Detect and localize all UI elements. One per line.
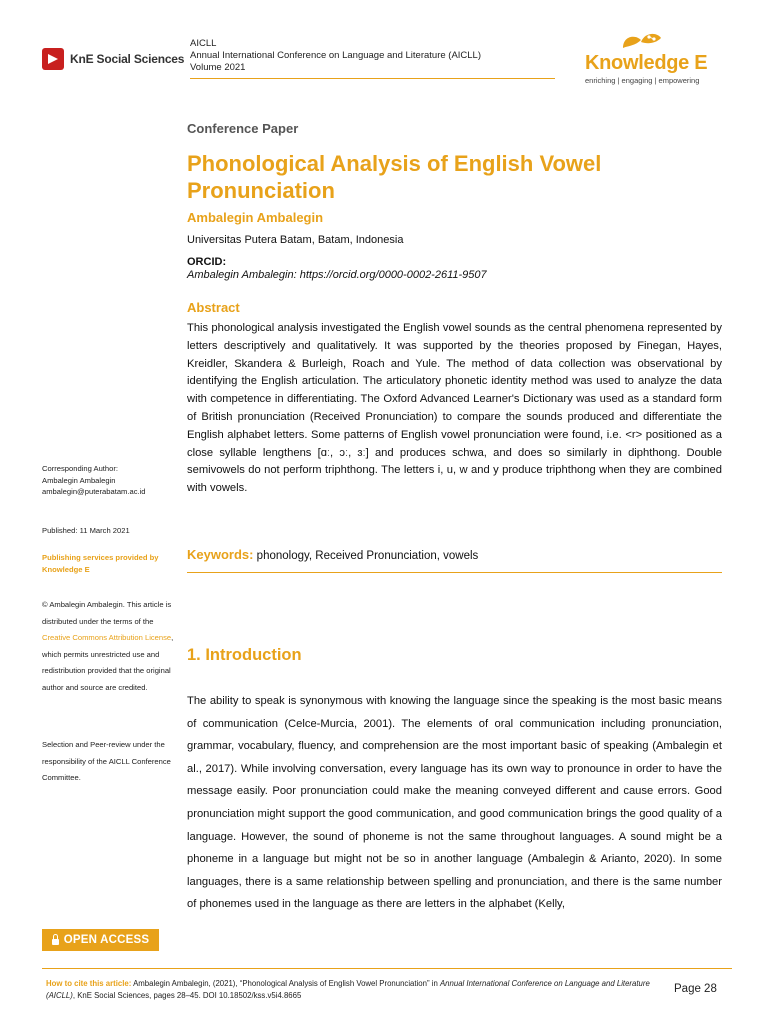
conference-info [190, 38, 481, 74]
keywords-list: phonology, Received Pronunciation, vowels [256, 550, 479, 562]
cite-label: How to cite this article: [46, 979, 132, 988]
published-date: Published: 11 March 2021 [42, 526, 130, 535]
cite-journal: Annual International Conference on Language and Literature (AICLL) [46, 979, 650, 1000]
kne-logo-icon [42, 48, 64, 70]
open-access-label: OPEN ACCESS [63, 934, 150, 946]
corresponding-name: Ambalegin Ambalegin [42, 475, 116, 485]
publishing-services [42, 552, 177, 575]
publishing-services-line1: Publishing services provided by [42, 553, 159, 562]
license-notice [42, 597, 177, 696]
cite-text: Ambalegin Ambalegin, (2021), “Phonological Analysis of English Vowel Pronunciation” in [133, 979, 438, 988]
paper-title: Phonological Analysis of English Vowel Pronunciation [187, 151, 602, 203]
conference-full: Annual International Conference on Language and Literature (AICLL) [190, 50, 482, 61]
keywords-label: Keywords: [187, 547, 254, 562]
leaf-circuit-icon [619, 30, 669, 52]
section-heading-introduction: 1. Introduction [187, 646, 302, 664]
orcid-label: ORCID: [187, 256, 227, 268]
paper-author: Ambalegin Ambalegin [187, 210, 324, 225]
license-link[interactable]: Creative Commons Attribution License [42, 633, 172, 642]
keywords [187, 547, 722, 562]
corresponding-author [42, 463, 177, 498]
cite-rest: , KnE Social Sciences, pages 28–45. DOI 10.18502/kss.v5i4.8665 [72, 990, 302, 1000]
peer-review-note: Selection and Peer-review under the responsibility of the AICLL Conference Committee. [42, 740, 171, 782]
open-lock-icon [52, 939, 59, 945]
conference-volume: Volume 2021 [190, 62, 246, 73]
introduction-text: The ability to speak is synonymous with knowing the language since the speaking is the most basic means of communication (Celce-Murcia, 2001). The elements of oral communication including pronunciation, grammar, vocabulary, fluency, and comprehension are the most important basic of speaking (Ambalegin et al., 2017). While involving conversation, every language has its own way to pronounce in order to have the message easily. Poor pronunciation could make the meaning conveyed different and cause errors. Good pronunciation might support the good communication, and good communication brings the good quality of a language. However, the sound of phoneme is not the same throughout languages. A sound might be a phoneme in a language but might not be so in another language (Ambalegin & Arianto, 2020). In some languages, there is a same relationship between spelling and pronunciation, and there is the same number of phonemes used in the language as there are letters in the alphabet (Kelly, [187, 695, 722, 911]
abstract-heading: Abstract [187, 300, 240, 315]
orcid-link[interactable]: Ambalegin Ambalegin: https://orcid.org/0000-0002-2611-9507 [187, 269, 487, 281]
author-affiliation: Universitas Putera Batam, Batam, Indonesia [187, 234, 404, 246]
corresponding-label: Corresponding Author: [42, 464, 118, 473]
corresponding-email[interactable]: ambalegin@puterabatam.ac.id [42, 487, 146, 496]
footer-divider [42, 968, 732, 969]
kne-logo [42, 48, 184, 70]
header-divider [190, 78, 555, 79]
keywords-divider [187, 572, 722, 573]
paper-type: Conference Paper [187, 121, 299, 136]
conference-short: AICLL [190, 38, 217, 49]
publishing-services-line2: Knowledge E [42, 564, 90, 574]
page-number: Page 28 [674, 983, 717, 995]
publisher-name: KnE Social Sciences [70, 52, 185, 66]
brand-name: Knowledge E [585, 52, 708, 74]
open-access-badge [42, 929, 159, 951]
license-rest: , which permits unrestricted use and redistribution provided that the original author and source are credited. [42, 633, 174, 692]
citation-footer [46, 978, 668, 1001]
brand-tagline: enriching | engaging | empowering [585, 76, 700, 85]
license-copy: Ambalegin Ambalegin. This article is distributed under the terms of the [42, 600, 172, 626]
abstract-text: This phonological analysis investigated the English vowel sounds as the central phenomena represented by letters descriptively and qualitatively. It was supported by the theories proposed by Finegan, Hayes, Kreidler, Skandera & Burleigh, Roach and Yule. The method of data collection was observational by identifying the English articulation. The articulatory phonetic identity method was used to analyze the data with competence in differentiating. The Oxford Advanced Learner's Dictionary was used as a standard form of British pronunciation (Received Pronunciation) to compare the sounds produced and differentiate the English alphabet letters. Some patterns of English vowel pronunciation were found, i.e. <r> positioned as a close syllable lengthens [ɑː, ɔː, ɜː] and produces schwa, and does so similarly in diphthong. Double semivowels do not perform triphthong. The letters i, u, w and y produce triphthong when they are combined with vowels. [187, 322, 722, 495]
copyright-icon: © [42, 600, 48, 609]
